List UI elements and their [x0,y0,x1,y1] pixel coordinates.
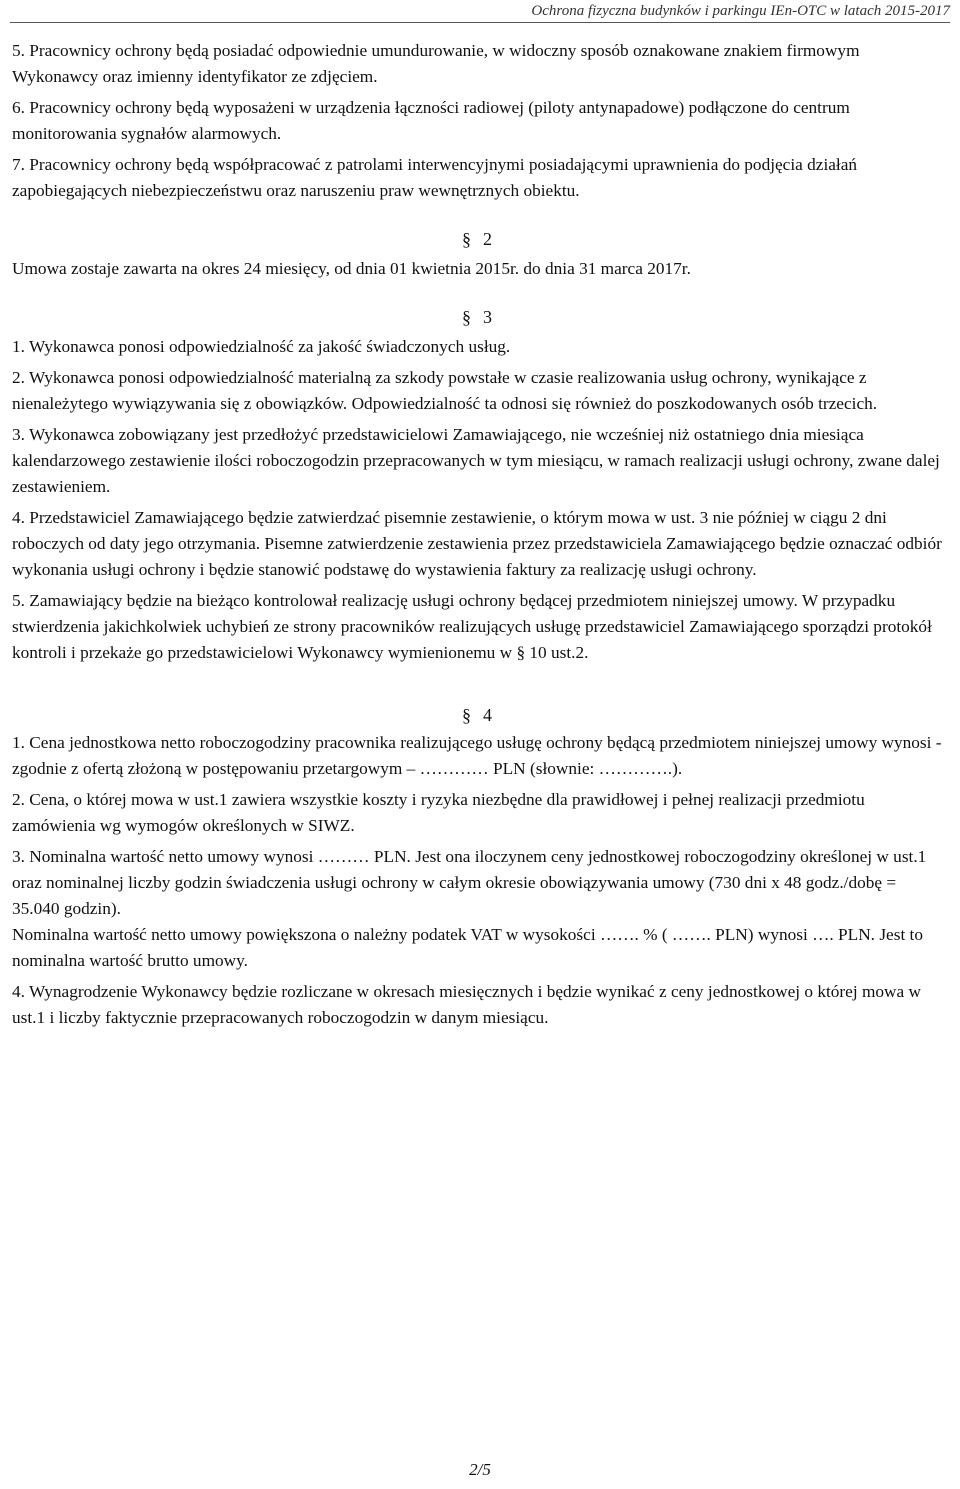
section-symbol: § [462,705,471,725]
section-heading-4 [12,702,942,728]
paragraph-3-5: 5. Zamawiający będzie na bieżąco kontrolował realizację usługi ochrony będącej przedmiotem niniejszej umowy. W przypadku stwierdzenia jakichkolwiek uchybień ze strony pracowników realizujących usługę przedstawiciel Zamawiającego sporządzi protokół kontroli i przekaże go przedstawicielowi Wykonawcy wymienionemu w § 10 ust.2. [12,591,932,662]
paragraph-3-3: 3. Wykonawca zobowiązany jest przedłożyć przedstawicielowi Zamawiającego, nie wcześniej niż ostatniego dnia miesiąca kalendarzowego zestawienie ilości roboczogodzin przepracowanych w tym miesiącu, w ramach realizacji usługi ochrony, zwane dalej zestawieniem. [12,425,940,496]
running-header: Ochrona fizyczna budynków i parkingu IEn-OTC w latach 2015-2017 [531,3,950,19]
paragraph-1-7: 7. Pracownicy ochrony będą współpracować z patrolami interwencyjnymi posiadającymi uprawnienia do podjęcia działań zapobiegających niebezpieczeństwu oraz naruszeniu praw wewnętrznych obiektu. [12,155,858,200]
section-number: 4 [483,705,492,725]
paragraph-4-1: 1. Cena jednostkowa netto roboczogodziny pracownika realizującego usługę ochrony będącą przedmiotem niniejszej umowy wynosi - zgodnie z ofertą złożoną w postępowaniu przetargowym – ………… PLN (słownie: ………….). [12,733,942,778]
paragraph-4-3: 3. Nominalna wartość netto umowy wynosi ……… PLN. Jest ona iloczynem ceny jednostkowej roboczogodziny określonej w ust.1 oraz nominalnej liczby godzin świadczenia usługi ochrony w całym okresie obowiązywania umowy (730 dni x 48 godz./dobę = 35.040 godzin). [12,847,927,918]
section-heading-2 [12,226,942,252]
document-body [12,38,942,1036]
paragraph-3-1: 1. Wykonawca ponosi odpowiedzialność za jakość świadczonych usług. [12,337,511,356]
paragraph-2: Umowa zostaje zawarta na okres 24 miesięcy, od dnia 01 kwietnia 2015r. do dnia 31 marca 2017r. [12,259,691,278]
paragraph-3-4: 4. Przedstawiciel Zamawiającego będzie zatwierdzać pisemnie zestawienie, o którym mowa w ust. 3 nie później w ciągu 2 dni roboczych od daty jego otrzymania. Pisemne zatwierdzenie zestawienia przez przedstawiciela Zamawiającego będzie oznaczać odbiór wykonania usługi ochrony i będzie stanowić podstawę do wystawienia faktury za realizację usługi ochrony. [12,508,942,579]
paragraph-1-6: 6. Pracownicy ochrony będą wyposażeni w urządzenia łączności radiowej (piloty antynapadowe) podłączone do centrum monitorowania sygnałów alarmowych. [12,98,850,143]
paragraph-3-2: 2. Wykonawca ponosi odpowiedzialność materialną za szkody powstałe w czasie realizowania usług ochrony, wynikające z nienależytego wywiązywania się z obowiązków. Odpowiedzialność ta odnosi się również do poszkodowanych osób trzecich. [12,368,878,413]
section-number: 3 [483,307,492,327]
section-heading-3 [12,304,942,330]
section-symbol: § [462,307,471,327]
section-number: 2 [483,229,492,249]
paragraph-4-3-vat: Nominalna wartość netto umowy powiększona o należny podatek VAT w wysokości ……. % ( ……. PLN) wynosi …. PLN. Jest to nominalna wartość brutto umowy. [12,925,924,970]
section-symbol: § [462,229,471,249]
paragraph-4-2: 2. Cena, o której mowa w ust.1 zawiera wszystkie koszty i ryzyka niezbędne dla prawidłowej i pełnej realizacji przedmiotu zamówienia wg wymogów określonych w SIWZ. [12,790,865,835]
header-rule [10,22,950,23]
paragraph-1-5: 5. Pracownicy ochrony będą posiadać odpowiednie umundurowanie, w widoczny sposób oznakowane znakiem firmowym Wykonawcy oraz imienny identyfikator ze zdjęciem. [12,41,860,86]
paragraph-4-4: 4. Wynagrodzenie Wykonawcy będzie rozliczane w okresach miesięcznych i będzie wynikać z ceny jednostkowej o której mowa w ust.1 i liczby faktycznie przepracowanych roboczogodzin w danym miesiącu. [12,982,921,1027]
page-number: 2/5 [469,1460,491,1479]
